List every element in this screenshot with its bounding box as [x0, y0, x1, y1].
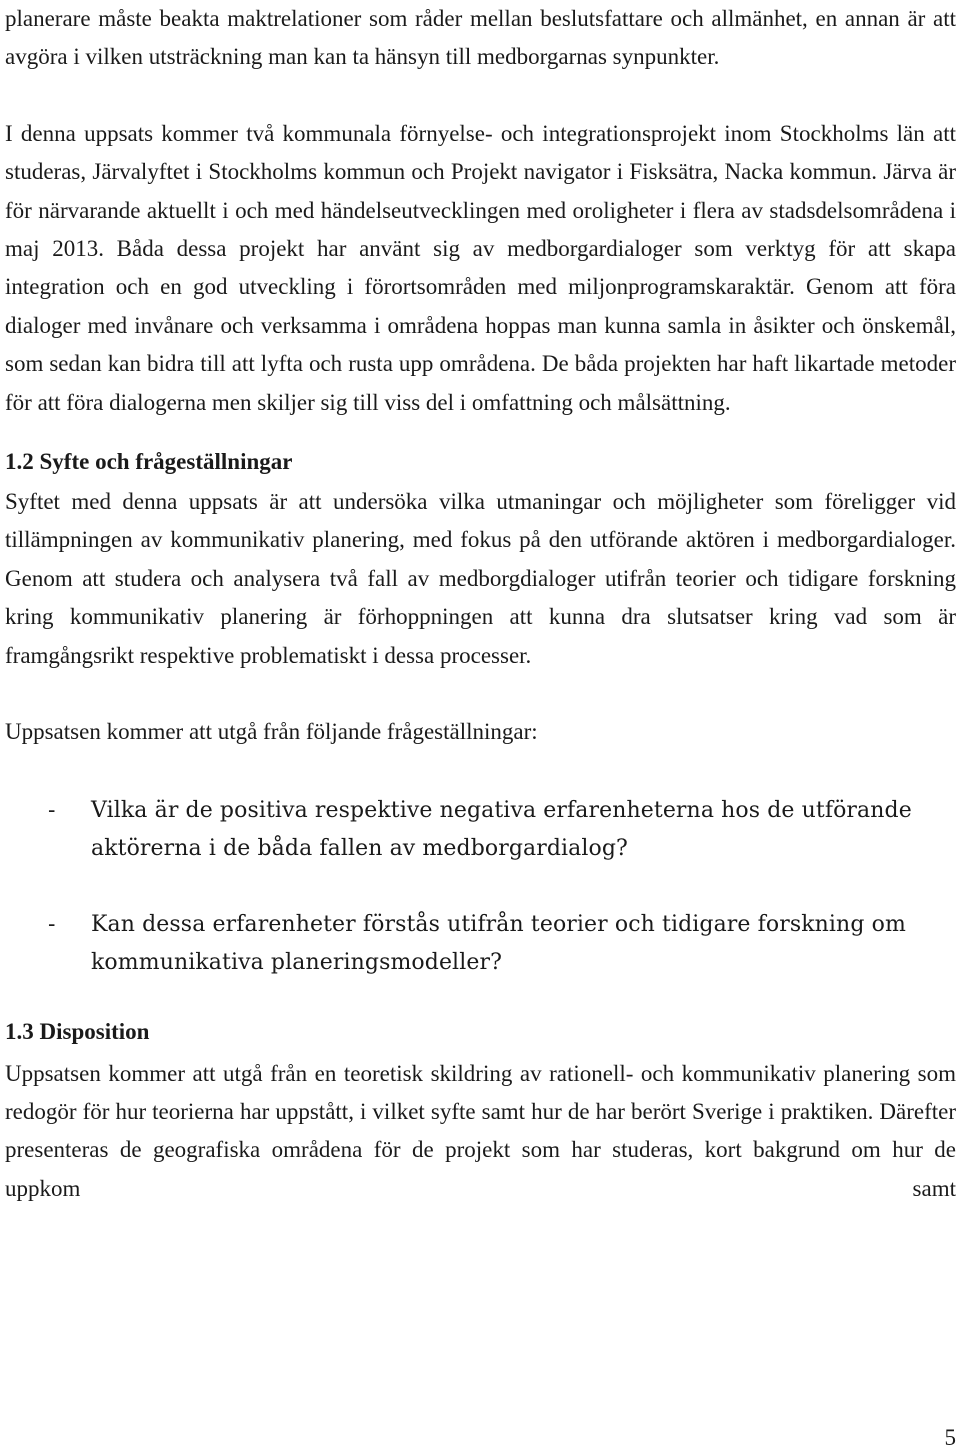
research-question-text: Kan dessa erfarenheter förstås utifrån teorier och tidigare forskning om kommunikativa planeringsmodeller?	[91, 911, 906, 975]
disposition-paragraph: Uppsatsen kommer att utgå från en teoretisk skildring av rationell- och kommunikativ planering som redogör för hur teorierna har uppstått, i vilket syfte samt hur de har berört Sverige i praktiken. Därefter presenteras de geografiska områdena för de projekt som har studeras, kort bakgrund om hur de uppkom samt	[5, 1060, 956, 1201]
section-heading-disposition: 1.3 Disposition	[5, 1018, 150, 1044]
list-dash: -	[48, 911, 56, 937]
research-question-item	[5, 906, 956, 983]
intro-continuation-paragraph: planerare måste beakta maktrelationer som råder mellan beslutsfattare och allmänhet, en annan är att avgöra i vilken utsträckning man kan ta hänsyn till medborgarnas synpunkter.	[5, 6, 956, 70]
document-page	[5, 0, 956, 1208]
purpose-paragraph: Syftet med denna uppsats är att undersöka vilka utmaningar och möjligheter som föreligger vid tillämpningen av kommunikativ planering, med fokus på den utförande aktören i medborgardialoger. Genom att studera och analysera två fall av medborgdialoger utifrån teorier och tidigare forskning kring kommunikativ planering är förhoppningen att kunna dra slutsatser kring vad som är framgångsrikt respektive problematiskt i dessa processer.	[5, 489, 956, 668]
research-question-item	[5, 792, 956, 869]
research-question-text: Vilka är de positiva respektive negativa erfarenheterna hos de utförande aktörerna i de båda fallen av medborgardialog?	[91, 797, 912, 861]
questions-intro: Uppsatsen kommer att utgå från följande frågeställningar:	[5, 719, 538, 745]
research-questions-list	[5, 792, 956, 983]
list-dash: -	[48, 797, 56, 823]
page-number: 5	[944, 1425, 956, 1450]
section-heading-syfte: 1.2 Syfte och frågeställningar	[5, 449, 293, 475]
projects-paragraph: I denna uppsats kommer två kommunala förnyelse- och integrationsprojekt inom Stockholms län att studeras, Järvalyftet i Stockholms kommun och Projekt navigator i Fisksätra, Nacka kommun. Järva är för närvarande aktuellt i och med händelseutvecklingen med oroligheter i flera av stadsdelsområdena i maj 2013. Båda dessa projekt har använt sig av medborgardialoger som verktyg för att skapa integration och en god utveckling i förortsområden med miljonprogramskaraktär. Genom att föra dialoger med invånare och verksamma i områdena hoppas man kunna samla in åsikter och önskemål, som sedan kan bidra till att lyfta och rusta upp områdena. De båda projekten har haft likartade metoder för att föra dialogerna men skiljer sig till viss del i omfattning och målsättning.	[5, 120, 956, 415]
